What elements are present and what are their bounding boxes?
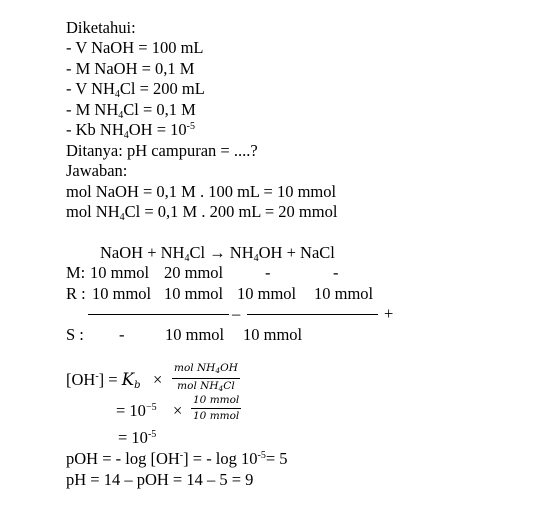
superscript: -: [95, 371, 99, 382]
answer-heading: Jawaban:: [66, 161, 128, 180]
subscript: 4: [114, 89, 120, 100]
reaksi-value-nh4oh: 10 mmol: [237, 284, 297, 303]
superscript: -5: [257, 450, 266, 461]
text: Cl = 0,1 M . 200 mL = 20 mmol: [124, 202, 338, 221]
text: Cl → NH: [189, 243, 254, 262]
mol-nh4cl-line: [66, 202, 337, 222]
text: - V NH: [66, 79, 115, 98]
oh-result: [118, 428, 156, 448]
reaksi-value-naoh: 10 mmol: [92, 284, 152, 303]
text: NaOH + NH: [100, 243, 185, 262]
kb-symbol: K: [121, 370, 135, 389]
mula-value-naoh: 10 mmol: [90, 263, 150, 282]
text: Cl = 0,1 M: [123, 100, 196, 119]
reaksi-value-nacl: 10 mmol: [314, 284, 374, 303]
fraction-numerator: 10 mmol: [193, 394, 240, 406]
mmol-ratio-fraction: [191, 394, 241, 423]
given-volume-naoh: - V NaOH = 100 mL: [66, 38, 204, 57]
text: mol NH: [177, 380, 219, 392]
text: pOH = - log [OH: [66, 449, 180, 468]
superscript: -5: [186, 121, 195, 132]
text: = 10: [118, 428, 148, 447]
fraction-numerator: [172, 362, 240, 377]
superscript: -5: [147, 429, 157, 440]
text: - M NH: [66, 100, 119, 119]
text: = 10: [116, 401, 146, 420]
subscript: 4: [123, 130, 129, 141]
minus-sign: –: [232, 304, 241, 323]
plus-sign: +: [384, 304, 394, 323]
reactant-subtraction-line: [88, 314, 229, 315]
given-molarity-naoh: - M NaOH = 0,1 M: [66, 59, 195, 78]
times-sign-2: ×: [173, 401, 183, 420]
reaksi-label: R :: [66, 284, 86, 303]
given-heading: Diketahui:: [66, 18, 136, 37]
reaction-equation: [100, 243, 335, 263]
times-sign: ×: [153, 370, 163, 389]
subscript: 4: [119, 212, 125, 223]
fraction-bar: [172, 378, 240, 379]
mula-value-nh4oh: -: [265, 263, 271, 282]
fraction-denominator: 10 mmol: [193, 410, 240, 422]
fraction-bar: [191, 408, 241, 409]
text: mol NH: [66, 202, 120, 221]
fraction-denominator: [172, 380, 240, 395]
text: OH: [220, 362, 238, 374]
sisa-value-nh4oh: 10 mmol: [243, 325, 303, 344]
superscript: -: [179, 450, 184, 461]
sisa-value-naoh: -: [119, 325, 125, 344]
poh-line: [66, 449, 288, 469]
oh-step-2: [116, 401, 157, 421]
given-kb-nh4oh: [66, 120, 195, 140]
kb-subscript: b: [134, 380, 141, 391]
text: mol NH: [174, 362, 216, 374]
given-molarity-nh4cl: [66, 100, 196, 120]
given-volume-nh4cl: [66, 79, 205, 99]
text: = 5: [265, 449, 288, 468]
ph-line: pH = 14 – pOH = 14 – 5 = 9: [66, 470, 254, 489]
text: ] = - log 10: [183, 449, 258, 468]
mula-value-nacl: -: [333, 263, 339, 282]
text: Cl: [223, 380, 235, 392]
sisa-value-nh4cl: 10 mmol: [165, 325, 225, 344]
asked-line: Ditanya: pH campuran = ....?: [66, 141, 258, 160]
text: OH + NaCl: [258, 243, 335, 262]
text: - Kb NH: [66, 120, 124, 139]
mol-naoh-line: mol NaOH = 0,1 M . 100 mL = 10 mmol: [66, 182, 337, 201]
mula-label: M:: [66, 263, 86, 282]
text: Cl = 200 mL: [119, 79, 205, 98]
mula-value-nh4cl: 20 mmol: [164, 263, 224, 282]
text: ] =: [98, 370, 122, 389]
subscript: 4: [253, 253, 259, 264]
text: [OH: [66, 370, 96, 389]
subscript: 4: [215, 366, 221, 375]
subscript: 4: [218, 384, 224, 393]
subscript: 4: [118, 110, 124, 121]
text: OH = 10: [128, 120, 187, 139]
superscript: −5: [145, 402, 157, 413]
product-sum-line: [247, 314, 378, 315]
mol-ratio-fraction: [172, 362, 240, 395]
oh-formula-lhs: [66, 370, 140, 390]
sisa-label: S :: [66, 325, 84, 344]
subscript: 4: [184, 253, 190, 264]
reaksi-value-nh4cl: 10 mmol: [164, 284, 224, 303]
